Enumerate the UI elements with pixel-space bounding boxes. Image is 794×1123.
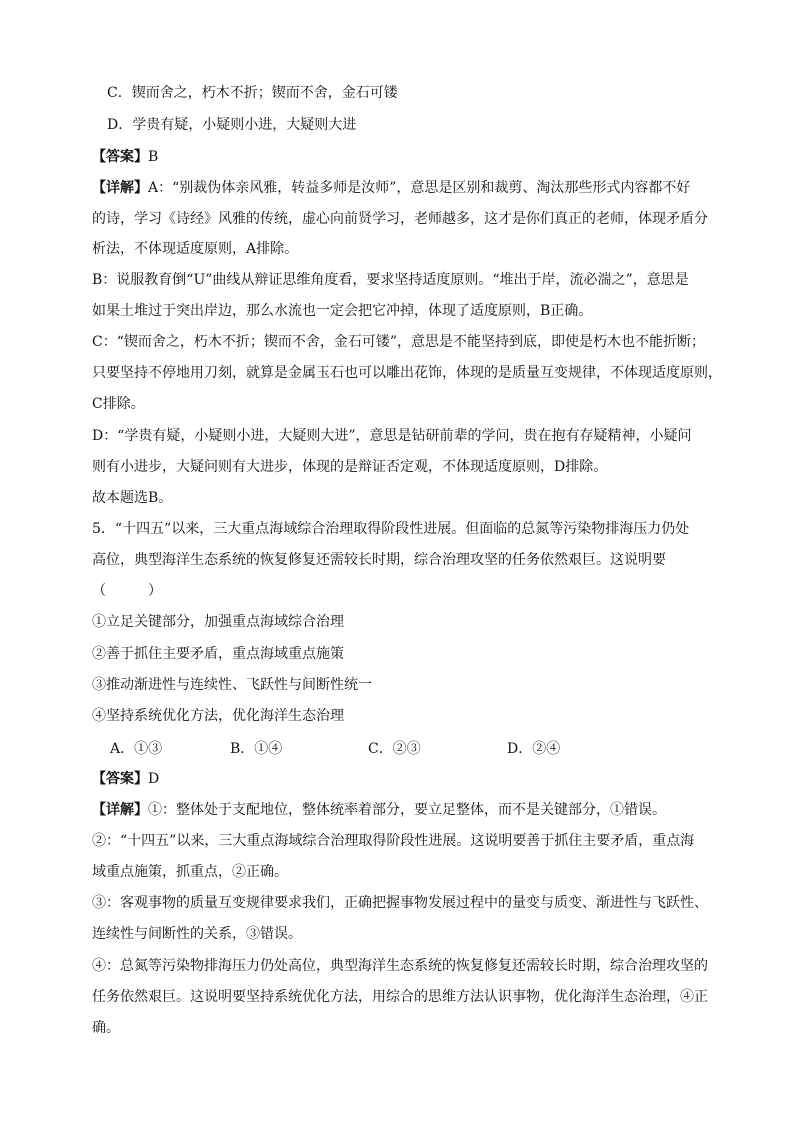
answer-label: 【答案】 [92,149,148,165]
prev-detail-line: B：说服教育倒“U”曲线从辩证思维角度看，要求坚持适度原则。“堆出于岸，流必湍之”，意思是 [92,272,689,288]
choice-a[interactable]: A．①③ [110,741,163,757]
prev-option-d: D．学贵有疑，小疑则小进，大疑则大进 [107,117,357,133]
prev-detail-line: D：“学贵有疑，小疑则小进，大疑则大进”，意思是钻研前辈的学问，贵在抱有存疑精神，小疑问 [92,428,692,444]
prev-detail-line: C：“锲而舍之，朽木不折；锲而不舍，金石可镂”，意思是不能坚持到底，即使是朽木也不能折断； [92,334,706,350]
prev-detail-line: 析法，不体现适度原则，A排除。 [92,241,299,257]
q5-detail-line: 任务依然艰巨。这说明要坚持系统优化方法，用综合的思维方法认识事物，优化海洋生态治理，④正 [92,989,708,1005]
choice-d[interactable]: D．②④ [507,741,561,757]
statement-2: ②善于抓住主要矛盾，重点海域重点施策 [92,646,344,662]
prev-detail-line: 如果土堆过于突出岸边，那么水流也一定会把它冲掉，体现了适度原则，B正确。 [92,303,593,319]
statement-4: ④坚持系统优化方法，优化海洋生态治理 [92,708,344,724]
prev-option-c: C．锲而舍之，朽木不折；锲而不舍，金石可镂 [107,85,398,101]
question-stem: 5．“十四五”以来，三大重点海域综合治理取得阶段性进展。但面临的总氮等污染物排海压力仍处 [92,521,690,537]
answer-value: B [148,149,159,165]
question-stem: 高位，典型海洋生态系统的恢复修复还需较长时期，综合治理攻坚的任务依然艰巨。这说明要 [92,552,666,568]
prev-detail-line: 的诗，学习《诗经》风雅的传统，虚心向前贤学习，老师越多，这才是你们真正的老师，体现矛盾分 [92,211,708,227]
prev-detail-line: 只要坚持不停地用刀刻，就算是金属玉石也可以雕出花饰，体现的是质量互变规律，不体现适度原则， [92,365,722,381]
q5-detail-line: 连续性与间断性的关系，③错误。 [92,926,302,942]
q5-detail-line: 【详解】①：整体处于支配地位，整体统率着部分，要立足整体，而不是关键部分，①错误。 [92,802,666,818]
q5-detail-line: 域重点施策，抓重点，②正确。 [92,864,288,880]
q5-detail-line: ③：客观事物的质量互变规律要求我们，正确把握事物发展过程中的量变与质变、渐进性与飞跃性、 [92,895,708,911]
detail-label: 【详解】 [92,180,148,196]
prev-conclusion: 故本题选B。 [92,490,173,506]
prev-detail-line: 【详解】A：“别裁伪体亲风雅，转益多师是汝师”，意思是区别和裁剪、淘汰那些形式内容都不好 [92,180,691,196]
detail-label: 【详解】 [92,802,148,818]
answer-blank: （ ） [92,583,162,599]
statement-1: ①立足关键部分，加强重点海域综合治理 [92,614,344,630]
q5-detail-line: ②：“十四五”以来，三大重点海域综合治理取得阶段性进展。这说明要善于抓住主要矛盾，重点海 [92,833,695,849]
answer-value: D [148,771,160,787]
choice-b[interactable]: B．①④ [230,741,283,757]
statement-3: ③推动渐进性与连续性、飞跃性与间断性统一 [92,677,372,693]
choice-c[interactable]: C．②③ [368,741,421,757]
prev-detail-line: 则有小进步，大疑问则有大进步，体现的是辩证否定观，不体现适度原则，D排除。 [92,459,608,475]
choice-options [110,738,710,756]
prev-answer [92,148,712,166]
q5-answer [92,770,712,788]
prev-detail-line: C排除。 [92,396,145,412]
answer-label: 【答案】 [92,771,148,787]
q5-detail-line: 确。 [92,1020,120,1036]
q5-detail-line: ④：总氮等污染物排海压力仍处高位，典型海洋生态系统的恢复修复还需较长时期，综合治理攻坚的 [92,958,708,974]
